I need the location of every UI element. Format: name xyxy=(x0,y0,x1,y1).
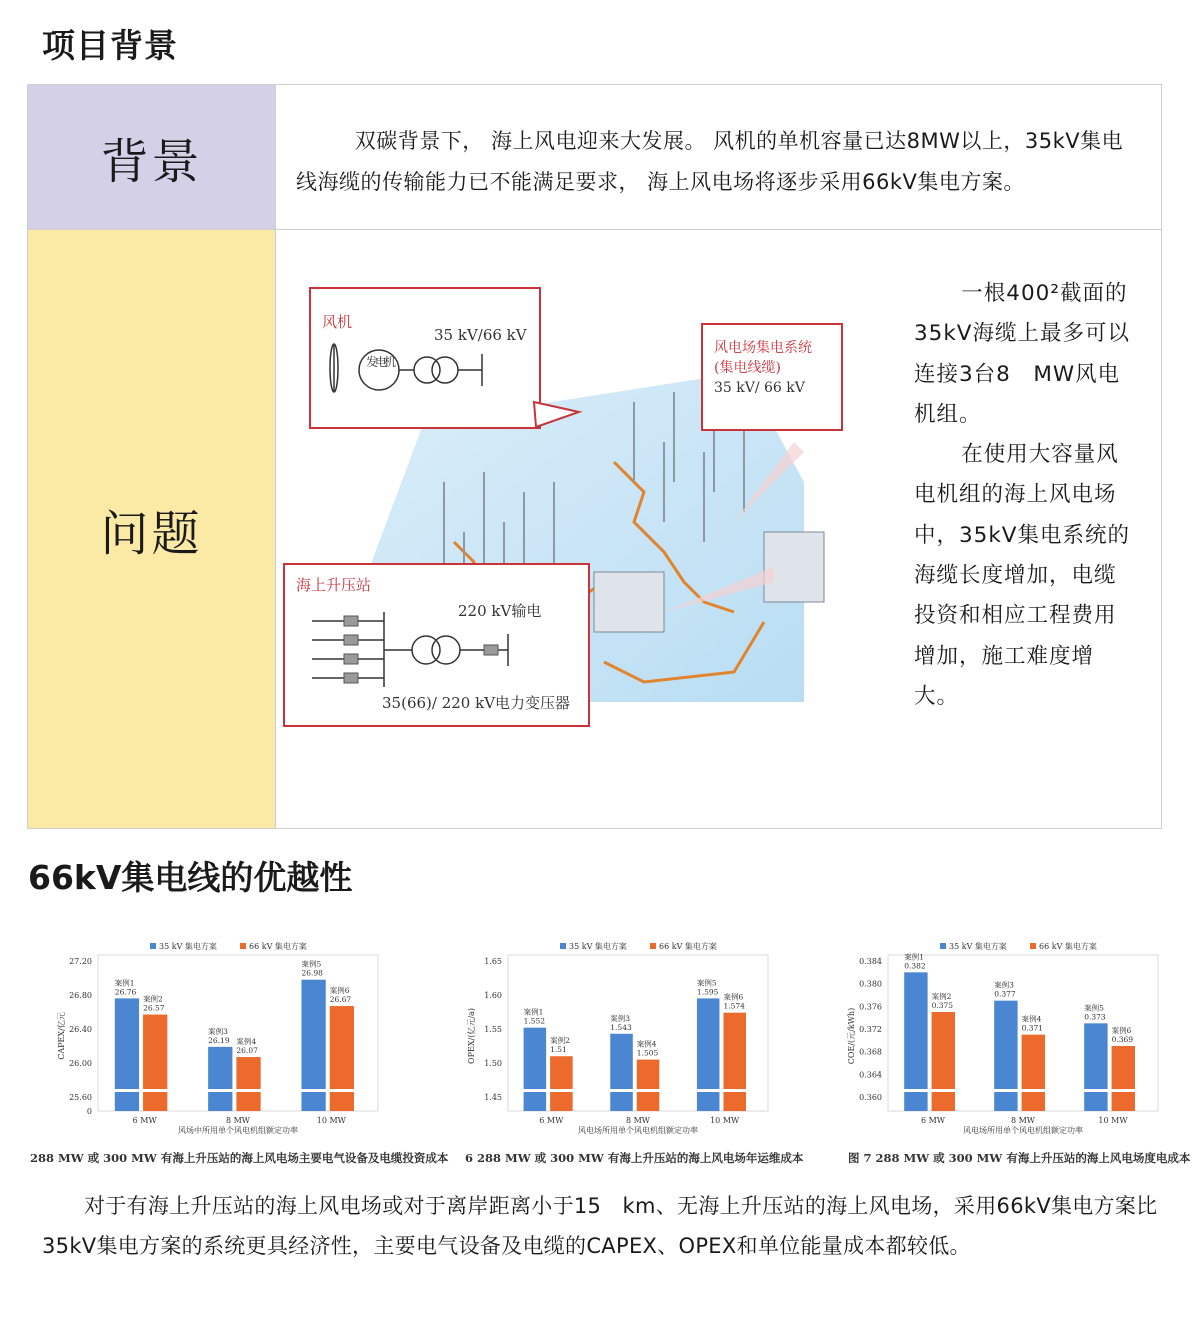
x-tick-label: 8 MW xyxy=(1010,1116,1036,1125)
bar-8MW-66kv xyxy=(236,1057,260,1111)
y-tick-label: 1.55 xyxy=(484,1025,502,1034)
legend-swatch-35kv xyxy=(560,943,566,949)
bar-value-label: 1.505 xyxy=(636,1048,659,1058)
y-axis-label: COE/(元/kWh) xyxy=(847,1007,856,1065)
bar-value-label: 0.377 xyxy=(994,989,1016,999)
bar-value-label: 0.371 xyxy=(1021,1023,1044,1033)
system-voltage: 35 kV/ 66 kV xyxy=(714,380,805,396)
x-tick-label: 10 MW xyxy=(1098,1116,1128,1125)
bar-value-label: 0.382 xyxy=(904,961,926,971)
bar-6MW-35kv xyxy=(115,998,139,1111)
coe-caption: 图 7 288 MW 或 300 MW 有海上升压站的海上风电场度电成本 xyxy=(848,1151,1191,1165)
axis-break xyxy=(1111,1089,1136,1092)
transformer-label: 35(66)/ 220 kV电力变压器 xyxy=(382,694,571,712)
axis-break xyxy=(1083,1089,1108,1092)
turbine-title: 风机 xyxy=(322,313,353,331)
bar-case-label: 案例6 xyxy=(329,986,350,996)
section-title: 66kV集电线的优越性 xyxy=(28,858,353,897)
y-tick-label: 0 xyxy=(86,1107,92,1116)
axis-break xyxy=(329,1089,355,1092)
bar-case-label: 案例2 xyxy=(143,994,163,1004)
y-tick-label: 26.80 xyxy=(69,991,92,1000)
bar-value-label: 1.543 xyxy=(610,1022,632,1032)
axis-break xyxy=(609,1089,634,1092)
opex-chart xyxy=(460,933,780,1133)
bar-case-label: 案例1 xyxy=(114,978,135,988)
background-table xyxy=(27,84,1162,829)
bar-value-label: 1.51 xyxy=(550,1045,567,1055)
collector-system-diagram xyxy=(296,282,874,742)
legend-swatch-66kv xyxy=(1030,943,1036,949)
y-tick-label: 0.368 xyxy=(859,1047,882,1057)
axis-break xyxy=(300,1089,326,1092)
legend-35kv: 35 kV 集电方案 xyxy=(569,942,627,951)
bar-value-label: 1.595 xyxy=(696,987,719,997)
background-label: 背景 xyxy=(28,85,276,230)
axis-break xyxy=(207,1089,233,1092)
legend-swatch-35kv xyxy=(940,943,946,949)
background-text: 双碳背景下， 海上风电迎来大发展。 风机的单机容量已达8MW以上，35kV集电线海缆的传输能力已不能满足要求， 海上风电场将逐步采用66kV集电方案。 xyxy=(276,85,1162,230)
bar-case-label: 案例1 xyxy=(523,1007,544,1017)
axis-break xyxy=(636,1089,661,1092)
y-tick-label: 0.360 xyxy=(859,1093,882,1102)
bar-6MW-66kv xyxy=(143,1015,167,1111)
system-subtitle: (集电线缆) xyxy=(714,360,781,376)
problem-cell xyxy=(276,230,1162,829)
axis-break xyxy=(235,1089,261,1092)
bar-10MW-35kv xyxy=(697,998,720,1111)
y-tick-label: 26.00 xyxy=(69,1059,92,1068)
substation-title: 海上升压站 xyxy=(296,576,372,594)
bar-value-label: 1.552 xyxy=(523,1016,546,1026)
bar-case-label: 案例6 xyxy=(1111,1026,1132,1035)
x-tick-label: 6 MW xyxy=(539,1116,564,1125)
legend-66kv: 66 kV 集电方案 xyxy=(659,942,717,951)
opex-caption: 6 288 MW 或 300 MW 有海上升压站的海上风电场年运维成本 xyxy=(465,1151,804,1165)
bar-8MW-35kv xyxy=(994,1001,1017,1111)
bar-case-label: 案例4 xyxy=(636,1039,657,1049)
x-tick-label: 8 MW xyxy=(625,1116,651,1125)
x-axis-label: 风电场所用单个风电机组额定功率 xyxy=(578,1126,698,1135)
bar-8MW-35kv xyxy=(610,1034,633,1111)
bar-case-label: 案例5 xyxy=(301,959,322,969)
bar-8MW-66kv xyxy=(1022,1035,1045,1111)
bar-6MW-66kv xyxy=(932,1012,955,1111)
y-tick-label: 27.20 xyxy=(69,957,92,966)
legend-66kv: 66 kV 集电方案 xyxy=(249,942,307,951)
system-title: 风电场集电系统 xyxy=(714,340,812,356)
axis-break xyxy=(114,1089,140,1092)
bar-10MW-35kv xyxy=(1084,1023,1107,1111)
y-tick-label: 1.45 xyxy=(484,1093,502,1102)
axis-break xyxy=(142,1089,168,1092)
problem-para-2: 在使用大容量风电机组的海上风电场中，35kV集电系统的海缆长度增加，电缆投资和相应工程费用增加，施工难度增大。 xyxy=(914,442,1131,709)
bar-8MW-66kv xyxy=(637,1060,660,1111)
axis-break xyxy=(523,1089,548,1092)
axis-break xyxy=(722,1089,747,1092)
legend-35kv: 35 kV 集电方案 xyxy=(159,942,217,951)
bar-case-label: 案例5 xyxy=(1084,1003,1104,1013)
axis-break xyxy=(549,1089,574,1092)
y-tick-label: 0.372 xyxy=(859,1025,882,1034)
bar-case-label: 案例3 xyxy=(994,980,1014,990)
y-tick-label: 0.376 xyxy=(859,1002,882,1012)
legend-swatch-66kv xyxy=(650,943,656,949)
conclusion-text: 对于有海上升压站的海上风电场或对于离岸距离小于15 km、无海上升压站的海上风电场，采用66kV集电方案比35kV集电方案的系统更具经济性，主要电气设备及电缆的CAPEX、OPEX和单位能量成本都较低。 xyxy=(42,1194,1158,1258)
bar-value-label: 26.67 xyxy=(329,995,352,1005)
legend-66kv: 66 kV 集电方案 xyxy=(1039,942,1097,951)
y-tick-label: 26.40 xyxy=(69,1025,92,1034)
y-axis-label: CAPEX/亿元 xyxy=(57,1012,66,1060)
x-axis-label: 风场中所用单个风电机组额定功率 xyxy=(178,1126,298,1135)
bar-case-label: 案例4 xyxy=(236,1037,257,1047)
bar-value-label: 26.98 xyxy=(301,968,323,978)
bar-value-label: 26.57 xyxy=(143,1003,165,1013)
bar-value-label: 26.19 xyxy=(208,1035,230,1045)
bar-8MW-35kv xyxy=(208,1047,232,1111)
turbine-callout xyxy=(310,288,540,428)
page-title: 项目背景 xyxy=(42,26,178,65)
y-tick-label: 0.364 xyxy=(859,1070,882,1080)
coe-chart xyxy=(840,933,1170,1133)
bar-value-label: 26.76 xyxy=(114,987,137,997)
axis-break xyxy=(1021,1089,1046,1092)
bar-value-label: 0.369 xyxy=(1111,1035,1134,1044)
bar-case-label: 案例2 xyxy=(931,992,952,1001)
problem-para-1: 一根400²截面的35kV海缆上最多可以连接3台8 MW风电机组。 xyxy=(914,281,1131,427)
y-tick-label: 25.60 xyxy=(69,1093,92,1102)
y-tick-label: 0.384 xyxy=(859,957,882,966)
bar-case-label: 案例3 xyxy=(610,1013,631,1023)
capex-chart xyxy=(50,933,390,1133)
bar-value-label: 0.375 xyxy=(931,1001,954,1010)
y-tick-label: 1.60 xyxy=(484,991,502,1000)
bar-value-label: 1.574 xyxy=(723,1001,745,1011)
y-tick-label: 1.50 xyxy=(484,1059,502,1068)
problem-label: 问题 xyxy=(28,230,276,829)
transmission-label: 220 kV输电 xyxy=(458,602,542,620)
bar-10MW-66kv xyxy=(723,1013,746,1111)
capex-caption: 288 MW 或 300 MW 有海上升压站的海上风电场主要电气设备及电缆投资成本 xyxy=(30,1151,449,1165)
y-tick-label: 1.65 xyxy=(484,957,502,966)
legend-swatch-66kv xyxy=(240,943,246,949)
bar-case-label: 案例6 xyxy=(723,992,744,1002)
bar-10MW-66kv xyxy=(1112,1046,1135,1111)
bar-case-label: 案例3 xyxy=(208,1026,228,1036)
generator-label: 发电机 xyxy=(366,355,396,369)
y-axis-label: OPEX/(亿元/a) xyxy=(467,1008,476,1064)
axis-break xyxy=(993,1089,1018,1092)
turbine-voltage: 35 kV/66 kV xyxy=(434,326,527,344)
axis-break xyxy=(696,1089,721,1092)
bar-value-label: 26.07 xyxy=(236,1046,258,1056)
legend-35kv: 35 kV 集电方案 xyxy=(949,942,1007,951)
bar-case-label: 案例5 xyxy=(696,978,717,988)
x-axis-label: 风电场所用单个风电机组额定功率 xyxy=(963,1126,1083,1135)
bar-case-label: 案例4 xyxy=(1021,1014,1042,1024)
y-tick-label: 0.380 xyxy=(859,979,882,989)
problem-description xyxy=(914,274,1136,717)
x-tick-label: 10 MW xyxy=(316,1116,346,1125)
bar-case-label: 案例2 xyxy=(550,1036,570,1046)
axis-break xyxy=(903,1089,928,1092)
bar-10MW-66kv xyxy=(330,1006,354,1111)
bar-value-label: 0.373 xyxy=(1084,1012,1106,1022)
legend-swatch-35kv xyxy=(150,943,156,949)
x-tick-label: 8 MW xyxy=(225,1116,251,1125)
x-tick-label: 6 MW xyxy=(132,1116,157,1125)
x-tick-label: 10 MW xyxy=(710,1116,740,1125)
bar-6MW-66kv xyxy=(550,1056,573,1111)
bar-6MW-35kv xyxy=(524,1028,547,1111)
x-tick-label: 6 MW xyxy=(920,1116,946,1125)
bar-case-label: 案例1 xyxy=(904,952,924,962)
axis-break xyxy=(931,1089,956,1092)
